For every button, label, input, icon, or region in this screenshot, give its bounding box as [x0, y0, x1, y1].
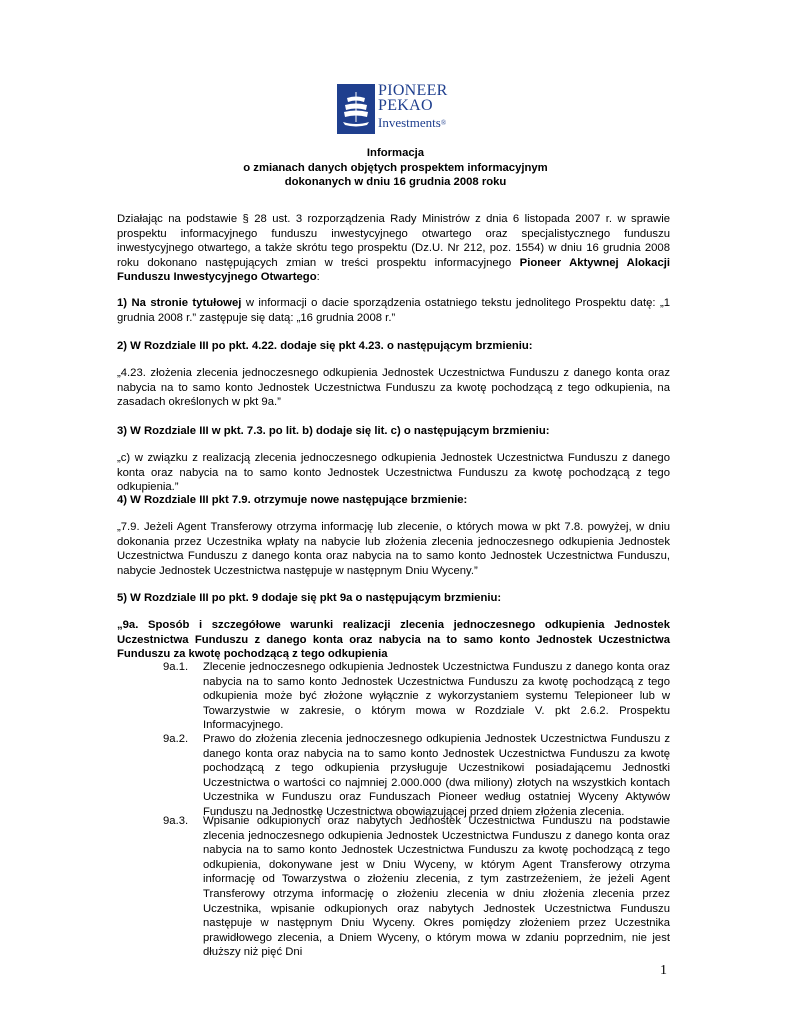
item-text: Wpisanie odkupionych oraz nabytych Jednostek Uczestnictwa Funduszu na podstawie zlecenia jednoczesnego odkupienia Jednostek Uczestnictwa Funduszu z danego konta oraz nabycia na to samo konto Jednostek Uczestnictwa Funduszu za kwotę pochodzącą z tego odkupienia, dokonywane jest w Dniu Wyceny, w którym Agent Transferowy otrzyma informację od Towarzystwa o złożeniu zlecenia, z tym zastrzeżeniem, że jeżeli Agent Transferowy otrzyma informację o złożeniu zlecenia w dniu złożenia zlecenia przez Uczestnika, wpisanie odkupionych oraz nabytych Jednostek Uczestnictwa Funduszu następuje w następnym Dniu Wyceny. Okres pomiędzy złożeniem przez Uczestnika prawidłowego zlecenia, a Dniem Wyceny, o którym mowa w zdaniu poprzednim, nie jest dłuższy niż pięć Dni [203, 815, 670, 959]
change-1-label: 1) Na stronie tytułowej [117, 297, 242, 309]
change-3-title: 3) W Rozdziale III w pkt. 7.3. po lit. b) dodaje się lit. c) o następującym brzmieniu: [117, 425, 550, 437]
item-text: Zlecenie jednoczesnego odkupienia Jednostek Uczestnictwa Funduszu z danego konta oraz nabycia na to samo konto Jednostek Uczestnictwa Funduszu za kwotę pochodzącą z tego odkupienia może być złożone wyłącznie z wykorzystaniem systemu Telepioneer lub w Towarzystwie w zakresie, o którym mowa w Rozdziale V. pkt 2.6.2. Prospektu Informacyjnego. [203, 661, 670, 732]
document-heading [150, 146, 641, 190]
logo-word-pioneer: PIONEER [378, 82, 448, 99]
company-logo [337, 84, 455, 134]
fund-name: Pioneer Aktywnej Alokacji Funduszu Inwestycyjnego Otwartego [117, 256, 671, 284]
change-1 [117, 296, 670, 325]
ship-icon [337, 84, 375, 134]
item-number: 9a.1. [163, 661, 189, 673]
intro-text: Działając na podstawie § 28 ust. 3 rozporządzenia Rady Ministrów z dnia 6 listopada 2007 r. w sprawie prospektu informacyjnego funduszu inwestycyjnego otwartego oraz specjalistycznego funduszu inwestycyjnego otwartego, a także skrótu tego prospektu (Dz.U. Nr 212, poz. 1554) w dniu 16 grudnia 2008 roku dokonano następujących zmian w treści prospektu informacyjnego [117, 213, 670, 269]
heading-line-2: o zmianach danych objętych prospektem informacyjnym [243, 161, 548, 174]
change-3-body: „c) w związku z realizacją zlecenia jednoczesnego odkupienia Jednostek Uczestnictwa Funduszu z danego konta oraz nabycia na to samo konto Jednostek Uczestnictwa Funduszu za kwotę pochodzącą z tego odkupienia.” [117, 452, 670, 494]
item-text: Prawo do złożenia zlecenia jednoczesnego odkupienia Jednostek Uczestnictwa Funduszu z danego konta oraz nabycia na to samo konto Jednostek Uczestnictwa Funduszu za kwotę pochodzącą z tego odkupienia przysługuje Uczestnikowi posiadającemu Jednostki Uczestnictwa o wartości co najmniej 2.000.000 (dwa miliony) złotych na wszystkich kontach Uczestnika w Funduszu oraz Funduszach Pioneer według ostatniej Wyceny Aktywów Funduszu na Jednostkę Uczestnictwa obowiązującej przed dniem złożenia zlecenia. [203, 733, 670, 818]
heading-line-3: dokonanych w dniu 16 grudnia 2008 roku [284, 176, 507, 189]
page-number: 1 [660, 963, 667, 978]
item-number: 9a.2. [163, 733, 189, 745]
change-4-title: 4) W Rozdziale III pkt 7.9. otrzymuje nowe następujące brzmienie: [117, 494, 468, 506]
logo-word-pekao: PEKAO [378, 97, 433, 114]
change-2-title: 2) W Rozdziale III po pkt. 4.22. dodaje się pkt 4.23. o następującym brzmieniu: [117, 340, 533, 352]
intro-paragraph [117, 212, 670, 285]
change-4-body: „7.9. Jeżeli Agent Transferowy otrzyma informację lub zlecenie, o których mowa w pkt 7.8. powyżej, w dniu dokonania przez Uczestnika wpłaty na nabycie lub złożenia zlecenia jednoczesnego odkupienia Jednostek Uczestnictwa Funduszu z danego konta oraz nabycia na to samo konto Jednostek Uczestnictwa Funduszu, nabycie Jednostek Uczestnictwa następuje w następnym Dniu Wyceny.” [117, 521, 670, 577]
heading-line-1: Informacja [366, 147, 425, 159]
change-2-body: „4.23. złożenia zlecenia jednoczesnego odkupienia Jednostek Uczestnictwa Funduszu z danego konta oraz nabycia na to samo konto Jednostek Uczestnictwa Funduszu za kwotę pochodzącą z tego odkupienia, na zasadach określonych w pkt 9a.” [117, 367, 670, 409]
ship-sails-icon [337, 84, 375, 134]
intro-end: : [316, 271, 320, 284]
change-5-subtitle: „9a. Sposób i szczegółowe warunki realizacji zlecenia jednoczesnego odkupienia Jednostek Uczestnictwa Funduszu z danego konta oraz nabycia na to samo konto Jednostek Uczestnictwa Funduszu za kwotę pochodzącą z tego odkupienia [117, 619, 670, 661]
item-number: 9a.3. [163, 815, 189, 827]
logo-word-investments: Investments® [378, 115, 447, 130]
change-1-text: w informacji o dacie sporządzenia ostatniego tekstu jednolitego Prospektu datę: „1 grudnia 2008 r.” zastępuje się datą: „16 grudnia 2008 r.” [117, 297, 670, 324]
change-5-title: 5) W Rozdziale III po pkt. 9 dodaje się pkt 9a o następującym brzmieniu: [117, 592, 502, 604]
registered-mark: ® [440, 119, 447, 127]
